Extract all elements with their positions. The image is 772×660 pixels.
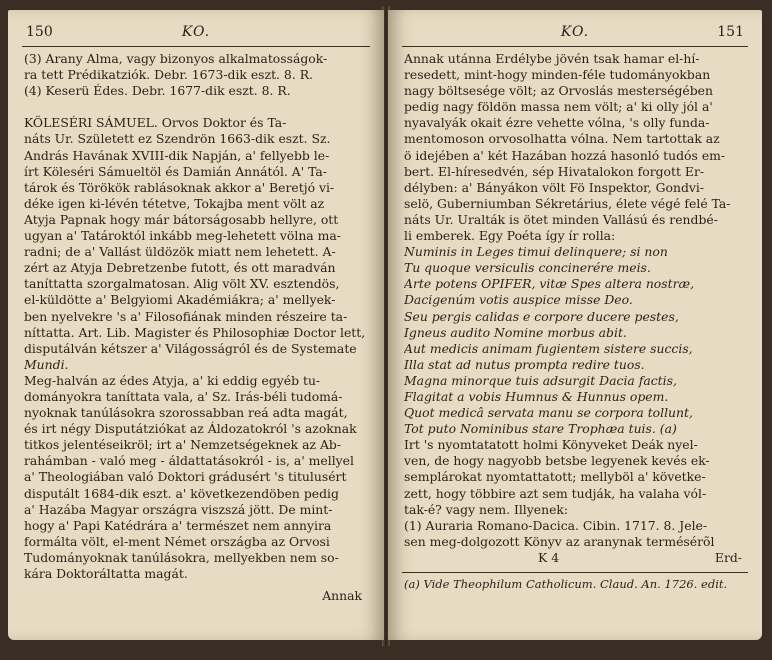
text-line: mentomoson orvosolhatta vólna. Nem tartottak az	[404, 131, 720, 147]
text-line: zért az Atyja Debretzenbe futott, és ott maradván	[24, 260, 336, 276]
text-line: pedig nagy földön massa nem völt; a' ki olly jól a'	[404, 99, 713, 115]
text-line: Magna minorque tuis adsurgit Dacia factis,	[404, 372, 677, 388]
text-line: náts Ur. Uralták is ötet minden Vallású és rendbé-	[404, 211, 718, 227]
text-line: resedett, mint-hogy minden-féle tudományokban	[404, 67, 711, 83]
page-number: 150	[26, 24, 53, 40]
left-page-body	[8, 47, 384, 582]
text-line: és irt négy Disputátziókat az Áldozatokról 's azoknak	[24, 421, 357, 437]
catchword: Annak	[322, 588, 362, 604]
page-number: 151	[717, 24, 744, 40]
text-line: Flagitat a vobis Humnus & Hunnus opem.	[404, 388, 669, 404]
text-line: délyben: a' Bányákon völt Fö Inspektor, Gondvi-	[404, 179, 705, 195]
text-line: Tot puto Nominibus stare Trophæa tuis. (a)	[404, 421, 677, 437]
text-line: bert. El-híresedvén, sép Hivatalokon forgott Er-	[404, 163, 705, 179]
text-line: radni; de a' Vallást üldözök miatt nem lehetett. A-	[24, 244, 336, 260]
text-line: li emberek. Egy Poéta így ír rolla:	[404, 228, 616, 244]
text-line: Annak utánna Erdélybe jövén tsak hamar el-hí-	[404, 51, 700, 66]
running-head: KO.	[560, 24, 590, 40]
text-line: semplárokat nyomtattatott; mellyböl a' követke-	[404, 469, 706, 485]
text-line: disputált 1684-dik eszt. a' következendöben pedig	[24, 485, 339, 501]
text-line: níttatta. Art. Lib. Magister és Philosophiæ Doctor lett,	[24, 324, 366, 340]
text-line: Numinis in Leges timui delinquere; si non	[404, 244, 668, 260]
text-line: Irt 's nyomtatatott holmi Könyveket Deák nyel-	[404, 437, 698, 453]
text-line: Seu pergis calidas e corpore ducere pestes,	[404, 308, 679, 324]
text-line: KÖLESÉRI SÁMUEL. Orvos Doktor és Ta-	[24, 115, 287, 131]
text-line: nyoknak tanúlásokra szorossabban reá adta magát,	[24, 405, 348, 421]
text-line: a' Hazába Magyar országra viszszá jött. De mint-	[24, 501, 333, 517]
text-line: a' Theologiában való Doktori grádusért 's titulusért	[24, 469, 347, 485]
text-line: Aut medicis animam fugientem sistere succis,	[404, 340, 693, 356]
text-line: ugyan a' Tatároktól inkább meg-lehetett völna ma-	[24, 228, 341, 244]
text-line: Tu quoque versiculis concinerére meis.	[404, 260, 651, 276]
text-line: kára Doktoráltatta magát.	[24, 566, 188, 581]
text-line: dományokra taníttata vala, a' Sz. Irás-béli tudomá-	[24, 388, 343, 404]
text-line: disputálván kétszer a' Világosságról és de Systemate	[24, 340, 357, 356]
text-line: sen meg-dolgozott Könyv az aranynak termésérõl	[404, 533, 715, 549]
text-line: tak-é? vagy nem. Illyenek:	[404, 501, 569, 517]
catchword: Erd-	[714, 549, 742, 565]
right-page-body	[388, 47, 762, 550]
text-line: András Havának XVIII-dik Napján, a' fellyebb le-	[24, 147, 330, 163]
right-page	[388, 10, 762, 640]
text-line: taníttatta szorgalmatosan. Alig völt XV. esztendös,	[24, 276, 340, 292]
text-line: Mundi.	[24, 356, 69, 372]
text-line: ven, de hogy nagyobb betsbe legyenek kevés ek-	[404, 453, 710, 469]
text-line: Igneus audito Nomine morbus abit.	[404, 324, 627, 340]
text-line: el-küldötte a' Belgyiomi Akadémiákra; a' mellyek-	[24, 292, 336, 308]
text-line: Arte potens OPIFER, vitæ Spes altera nostræ,	[404, 276, 695, 292]
signature-line	[388, 550, 762, 566]
text-line: formálta völt, el-ment Német országba az Orvosi	[24, 533, 330, 549]
text-line: selö, Guberniumban Sékretárius, élete végé felé Ta-	[404, 195, 731, 211]
text-line	[24, 99, 370, 115]
text-line: tárok és Törökök rablásoknak akkor a' Beretjó vi-	[24, 179, 335, 195]
text-line: írt Köleséri Sámueltöl és Damián Annától. A' Ta-	[24, 163, 327, 179]
text-line: (3) Arany Alma, vagy bizonyos alkalmatosságok-	[24, 51, 328, 66]
text-line: (1) Auraria Romano-Dacica. Cibin. 1717. 8. Jele-	[404, 517, 708, 533]
running-head: KO.	[181, 24, 211, 40]
text-line: Meg-halván az édes Atyja, a' ki eddig egyéb tu-	[24, 372, 321, 388]
footnote: (a) Vide Theophilum Catholicum. Claud. An. 1726. edit.	[404, 576, 728, 591]
text-line: nyavalyák okait ézre vehette vólna, 's olly funda-	[404, 115, 710, 131]
text-line: déke igen ki-lévén tétetve, Tokajba ment völt az	[24, 195, 325, 211]
text-line: ö idejében a' két Hazában hozzá hasonló tudós em-	[404, 147, 726, 163]
text-line: hogy a' Papi Katédrára a' természet nem annyira	[24, 517, 332, 533]
text-line: náts Ur. Született ez Szendrön 1663-dik eszt. Sz.	[24, 131, 331, 147]
text-line: Illa stat ad nutus prompta redire tuos.	[404, 356, 645, 372]
text-line: ben nyelvekre 's a' Filosofiának minden részeire ta-	[24, 308, 348, 324]
text-line: rahámban - való meg - áldattatásokról - is, a' mellyel	[24, 453, 354, 469]
text-line: Quot medicâ servata manu se corpora tollunt,	[404, 405, 693, 421]
text-line: ra tett Prédikatziók. Debr. 1673-dik eszt. 8. R.	[24, 67, 313, 83]
signature-mark: K 4	[538, 549, 560, 565]
text-line: Dacigenúm votis auspice misse Deo.	[404, 292, 633, 308]
left-page-header	[22, 24, 370, 47]
text-line: Atyja Papnak hogy már bátorságosabb hellyre, ott	[24, 211, 339, 227]
left-page	[8, 10, 384, 640]
text-line: (4) Keserü Édes. Debr. 1677-dik eszt. 8. R.	[24, 83, 291, 99]
text-line: zett, hogy többire azt sem tudják, ha valaha vól-	[404, 485, 707, 501]
text-line: titkos jelentéseikröl; irt a' Nemzetségeknek az Ab-	[24, 437, 342, 453]
right-page-header	[402, 24, 748, 47]
text-line: nagy böltsesége völt; az Orvoslás mesterségében	[404, 83, 713, 99]
text-line: Tudományoknak tanúlásokra, mellyekben nem so-	[24, 549, 339, 565]
